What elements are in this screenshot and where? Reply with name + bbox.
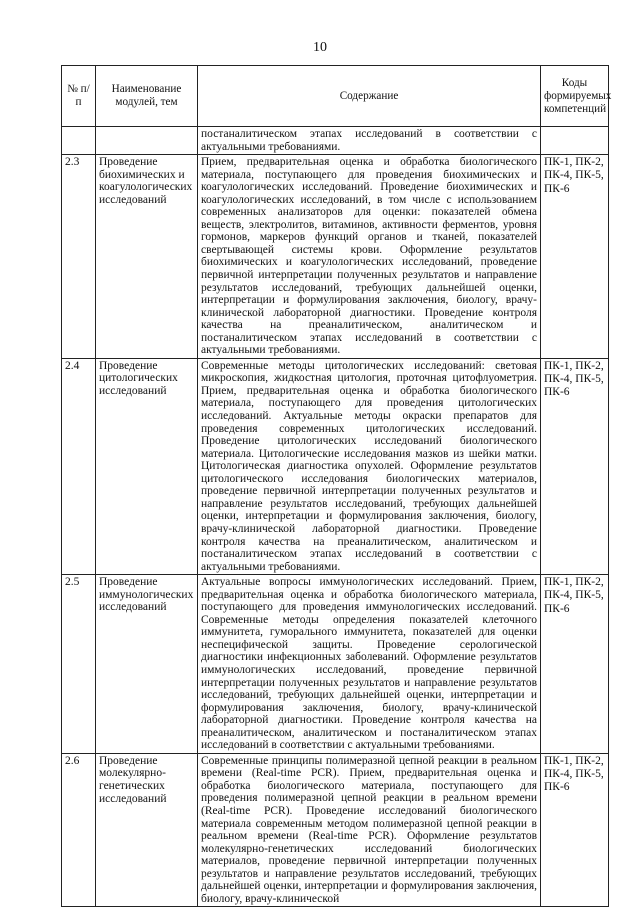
row-content: Современные методы цитологических исследований: световая микроскопия, жидкостная цитология, проточная цитофлуометрия. Прием, предварительная оценка и обработка биологического материала, поступающего для проведения цитологических исследований. Актуальные методы окраски препаратов для проведения современных цитологических исследований. Проведение цитологических исследований биологического материала. Цитологические исследования мазков из шейки матки. Цитологическая диагностика опухолей. Оформление результатов цитологического исследования биологических материалов, проведение первичной интерпретации полученных результатов и направление результатов исследований, требующих дальнейшей оценки, интерпретации и формулирования заключения, биологу, врачу-клинической лабораторной диагностики. Проведение контроля качества на преаналитическом, аналитическом и постаналитическом этапах исследований в соответствии с актуальными требованиями. — [198, 358, 541, 574]
row-name: Проведение цитологических исследований — [96, 358, 198, 574]
header-content: Содержание — [198, 66, 541, 127]
row-num — [62, 127, 96, 155]
row-content: Прием, предварительная оценка и обработка биологического материала, поступающего для проведения биохимических и коагулологических исследований. Проведение биохимических и коагулологических исследований, в том числе с использованием современных анализаторов для оценки: показателей обмена веществ, электролитов, витаминов, активности ферментов, уровня гормонов, маркеров функций органов и тканей, показателей свертывающей системы крови. Оформление результатов биохимических и коагулологических исследований, проведение первичной интерпретации полученных результатов и направление результатов исследований, требующих дальнейшей оценки, интерпретации и формулирования заключения, биологу, врачу-клинической лабораторной диагностики. Проведение контроля качества на преаналитическом, аналитическом и постаналитическом этапах исследований в соответствии с актуальными требованиями. — [198, 155, 541, 359]
table-row — [62, 155, 609, 359]
row-codes — [541, 127, 609, 155]
header-num: № п/п — [62, 66, 96, 127]
page-number: 10 — [313, 40, 327, 55]
table-row — [62, 575, 609, 754]
row-content: Актуальные вопросы иммунологических исследований. Прием, предварительная оценка и обработка биологического материала, поступающего для проведения иммунологических исследований. Современные методы определения показателей клеточного иммунитета, гуморального иммунитета, показателей для оценки неспецифической защиты. Проведение серологической диагностики инфекционных заболеваний. Оформление результатов иммунологических исследований, проведение первичной интерпретации полученных результатов и направление результатов исследований, требующих дальнейшей оценки, интерпретации и формулирования заключения, биологу, врачу-клинической лабораторной диагностики. Проведение контроля качества на преаналитическом, аналитическом и постаналитическом этапах исследований в соответствии с актуальными требованиями. — [198, 575, 541, 754]
table-row-continuation — [62, 127, 609, 155]
row-codes: ПК-1, ПК-2, ПК-4, ПК-5, ПК-6 — [541, 575, 609, 754]
row-codes: ПК-1, ПК-2, ПК-4, ПК-5, ПК-6 — [541, 753, 609, 907]
row-codes: ПК-1, ПК-2, ПК-4, ПК-5, ПК-6 — [541, 155, 609, 359]
header-name: Наименование модулей, тем — [96, 66, 198, 127]
row-name — [96, 127, 198, 155]
row-name: Проведение биохимических и коагулологических исследований — [96, 155, 198, 359]
row-num: 2.3 — [62, 155, 96, 359]
header-codes: Коды формируемых компетенций — [541, 66, 609, 127]
row-content: постаналитическом этапах исследований в соответствии с актуальными требованиями. — [198, 127, 541, 155]
row-codes: ПК-1, ПК-2, ПК-4, ПК-5, ПК-6 — [541, 358, 609, 574]
row-name: Проведение иммунологических исследований — [96, 575, 198, 754]
row-content: Современные принципы полимеразной цепной реакции в реальном времени (Real-time PCR). Прием, предварительная оценка и обработка биологического материала, поступающего для проведения полимеразной цепной реакции в реальном времени (Real-time PCR). Проведение исследований биологического материала современным методом полимеразной цепной реакции в реальном времени (Real-time PCR). Оформление результатов молекулярно-генетических исследований биологических материалов, проведение первичной интерпретации полученных результатов и направление результатов исследований, требующих дальнейшей оценки, интерпретации и формулирования заключения, биологу, врачу-клинической — [198, 753, 541, 907]
row-num: 2.4 — [62, 358, 96, 574]
row-name: Проведение молекулярно-генетических исследований — [96, 753, 198, 907]
row-num: 2.5 — [62, 575, 96, 754]
table-header-row — [62, 66, 609, 127]
row-num: 2.6 — [62, 753, 96, 907]
program-table — [61, 65, 612, 907]
table-row — [62, 358, 609, 574]
table-row — [62, 753, 609, 907]
